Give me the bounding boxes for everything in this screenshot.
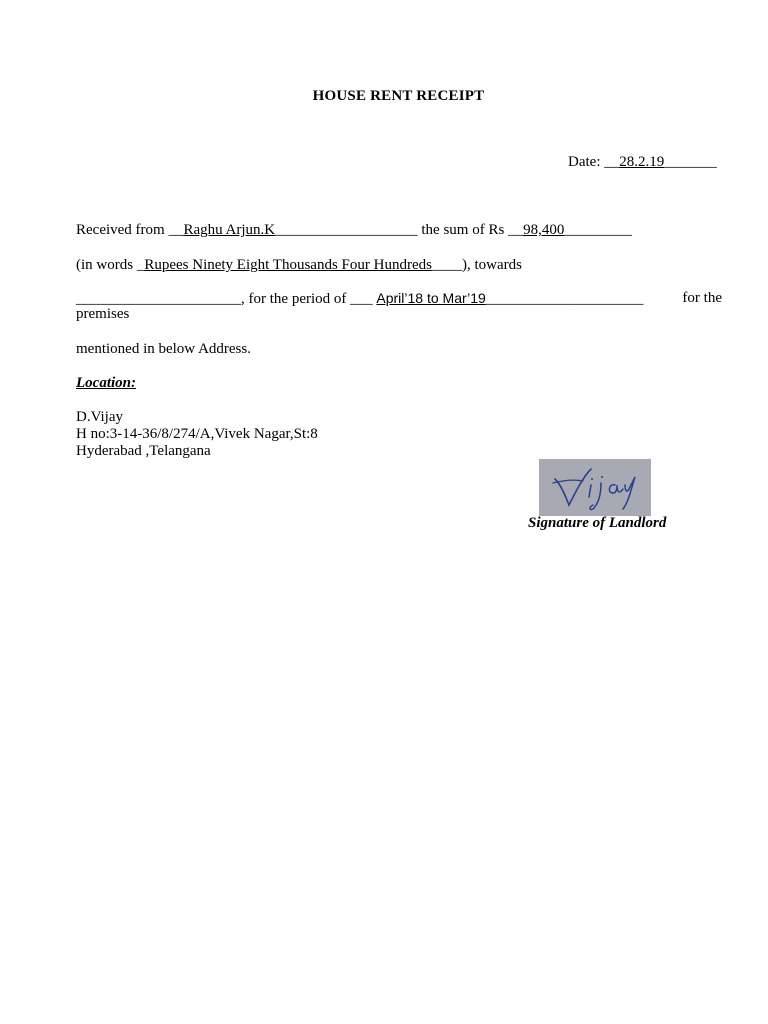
towards-blank-line: ______________________ — [76, 291, 241, 307]
receipt-title: HOUSE RENT RECEIPT — [312, 88, 485, 104]
period-row — [76, 290, 722, 308]
date-prefix-line: __ — [604, 154, 620, 170]
premises-text: premises — [76, 306, 130, 322]
location-label: Location: — [76, 375, 136, 391]
received-prefix-line: __ — [168, 222, 184, 238]
period-tail-line: ____ — [613, 291, 644, 307]
signature-scribble — [539, 459, 651, 516]
words-close: ), towards — [461, 257, 522, 273]
mentioned-text: mentioned in below Address. — [76, 341, 251, 357]
signature-label: Signature of Landlord — [528, 515, 667, 531]
address-city: Hyderabad ,Telangana — [76, 443, 211, 459]
amount-line: _________ — [564, 222, 632, 238]
period-prefix-line: ___ — [350, 291, 377, 307]
sum-prefix-line: __ — [508, 222, 524, 238]
amount-in-words-row — [76, 257, 522, 274]
period-mid-line: _________________ — [485, 291, 614, 307]
period-label: , for the period of — [241, 291, 351, 307]
sum-label: the sum of Rs — [417, 222, 509, 238]
amount-in-words: Rupees Ninety Eight Thousands Four Hundreds — [144, 257, 432, 273]
payer-name-line: ___________________ — [275, 222, 418, 238]
date-label: Date: — [568, 154, 605, 170]
date-suffix-line: _______ — [664, 154, 717, 170]
words-tail-line: ____ — [431, 257, 462, 273]
address-name: D.Vijay — [76, 409, 124, 425]
words-open: (in words — [76, 257, 137, 273]
amount-value: 98,400 — [523, 222, 565, 238]
received-label: Received from — [76, 222, 169, 238]
words-prefix-line: _ — [136, 257, 145, 273]
for-the-text: for the — [682, 290, 722, 306]
received-row — [76, 222, 632, 239]
signature-image — [539, 459, 651, 516]
date-value: 28.2.19 — [619, 154, 665, 170]
landlord-address — [76, 409, 318, 460]
date-row — [568, 154, 717, 171]
address-street: H no:3-14-36/8/274/A,Vivek Nagar,St:8 — [76, 426, 318, 442]
payer-name: Raghu Arjun.K — [183, 222, 276, 238]
period-value: April’18 to Mar’19 — [376, 290, 486, 306]
